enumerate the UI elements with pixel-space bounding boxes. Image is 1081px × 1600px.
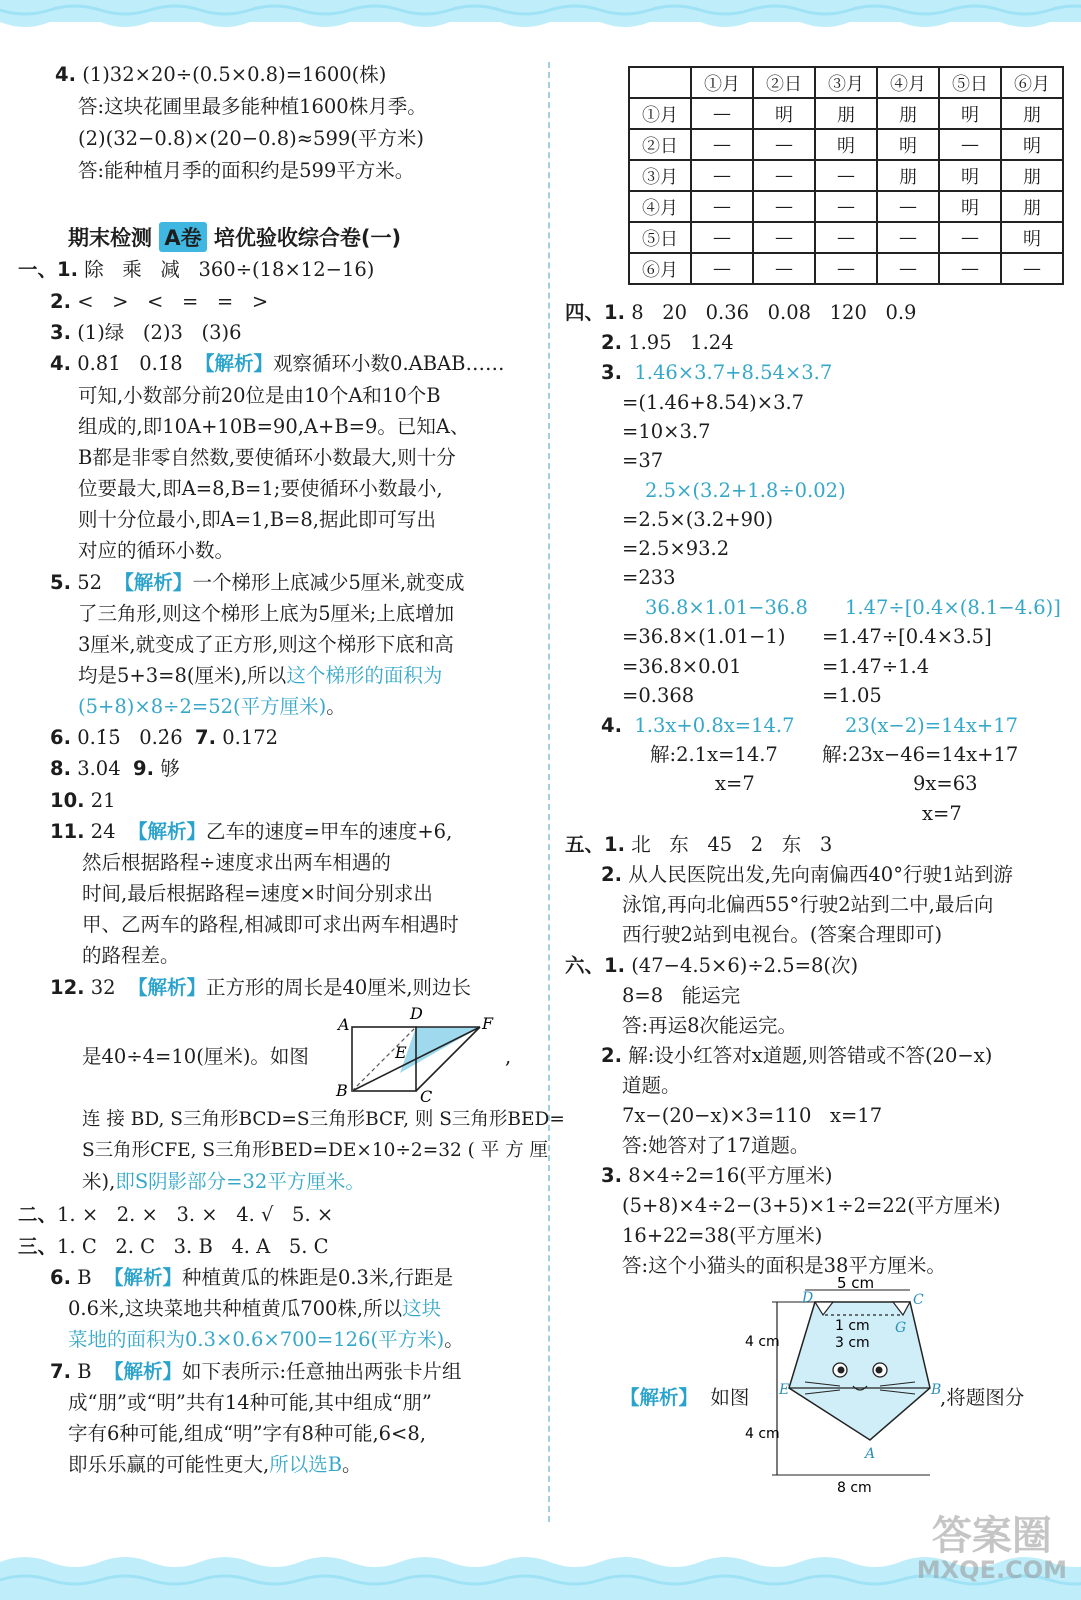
table-cell: ⑥月	[629, 253, 691, 284]
table-cell: —	[815, 253, 877, 284]
s2-answers: 二、1. × 2. × 3. × 4. √ 5. ×	[18, 1203, 334, 1226]
s1-q4-e: B都是非零自然数,要使循环小数最大,则十分	[78, 446, 456, 469]
table-cell: —	[939, 253, 1001, 284]
table-row	[629, 98, 1063, 129]
table-cell: ①月	[691, 67, 753, 98]
table-cell: —	[691, 222, 753, 253]
column-divider	[548, 62, 550, 1522]
s1-q6-7: 6. 0.1̇5̇ 0.2̇6̇ 7. 0.172	[50, 726, 279, 749]
s4-q3-j2: =1.47÷[0.4×3.5]	[822, 625, 992, 648]
s1-q11-d: 时间,最后根据路程=速度×时间分别求出	[82, 882, 433, 905]
table-cell: 明	[939, 98, 1001, 129]
label-E: E	[395, 1043, 407, 1062]
table-cell: 朋	[1001, 160, 1063, 191]
s6-q3-d: 答:这个小猫头的面积是38平方厘米。	[622, 1254, 946, 1277]
table-cell: —	[815, 191, 877, 222]
label-B2: B	[931, 1382, 942, 1398]
table-cell: —	[1001, 253, 1063, 284]
s3-q6-d: 菜地的面积为0.3×0.6×700=126(平方米)。	[68, 1328, 464, 1351]
table-row	[629, 222, 1063, 253]
s4-q3-k1: =36.8×0.01	[622, 655, 742, 678]
table-cell	[629, 67, 691, 98]
s4-q3-h: =233	[622, 566, 676, 589]
table-cell: —	[691, 160, 753, 191]
table-cell: —	[753, 222, 815, 253]
s4-q3-l1: =0.368	[622, 684, 695, 707]
table-cell: 明	[939, 160, 1001, 191]
table-cell: 朋	[1001, 191, 1063, 222]
s4-q3: 3. 1.46×3.7+8.54×3.7	[601, 361, 833, 384]
table-cell: —	[815, 160, 877, 191]
table-cell: ⑥月	[1001, 67, 1063, 98]
s6-q2-b: 道题。	[622, 1074, 681, 1097]
table-cell: —	[753, 191, 815, 222]
s1-q12-e: S三角形CFE, S三角形BED=DE×10÷2=32 ( 平 方 厘	[82, 1140, 548, 1161]
table-cell: —	[691, 129, 753, 160]
s1-q12-d: 连 接 BD, S三角形BCD=S三角形BCF, 则 S三角形BED=	[82, 1109, 565, 1130]
s4-q2: 2. 1.95 1.24	[601, 331, 734, 354]
table-row	[629, 160, 1063, 191]
table-cell: —	[877, 191, 939, 222]
s4-q3-f: =2.5×(3.2+90)	[622, 508, 774, 531]
label-D: D	[410, 1004, 423, 1023]
dim-3cm: 3 cm	[835, 1335, 870, 1351]
s4-q3-c: =10×3.7	[622, 420, 711, 443]
table-cell: 明	[753, 98, 815, 129]
q4-line4: 答:能种植月季的面积约是599平方米。	[78, 159, 415, 182]
s1-q4: 4. 0.8̇1̇ 0.1̇8̇ 【解析】观察循环小数0.ABAB……	[50, 352, 505, 375]
s1-q12-c: 是40÷4=10(厘米)。如图	[82, 1045, 309, 1068]
s1-q11-c: 然后根据路程÷速度求出两车相遇的	[82, 851, 391, 874]
table-cell: —	[877, 222, 939, 253]
s3-q6-c: 0.6米,这块菜地共种植黄瓜700株,所以这块	[68, 1297, 442, 1320]
s1-q8-9: 8. 3.04 9. 够	[50, 757, 180, 780]
card-combination-table	[628, 66, 1064, 285]
dim-4cm-upper: 4 cm	[745, 1334, 780, 1350]
table-cell: ④月	[877, 67, 939, 98]
s1-q2: 2. < > < = = >	[50, 290, 269, 313]
table-cell: ①月	[629, 98, 691, 129]
s1-q5-d: 3厘米,就变成了正方形,则这个梯形下底和高	[78, 633, 454, 656]
dim-4cm-lower: 4 cm	[745, 1426, 780, 1442]
s1-q5-c: 了三角形,则这个梯形上底为5厘米;上底增加	[78, 602, 455, 625]
table-cell: —	[939, 129, 1001, 160]
table-row	[629, 129, 1063, 160]
table-cell: 明	[815, 129, 877, 160]
label-B: B	[336, 1081, 348, 1100]
s4-q1: 四、1. 8 20 0.36 0.08 120 0.9	[565, 301, 917, 324]
s4-q4: 4. 1.3x+0.8x=14.7	[601, 714, 795, 737]
table-cell: 朋	[877, 98, 939, 129]
table-cell: ④月	[629, 191, 691, 222]
table-cell: ②日	[629, 129, 691, 160]
s4-q4-c2: 9x=63	[913, 772, 978, 795]
top-wave-border	[0, 0, 1081, 60]
s1-q3: 3. (1)绿 (2)3 (3)6	[50, 321, 242, 344]
s6-q3: 3. 8×4÷2=16(平方厘米)	[601, 1164, 833, 1187]
a-badge: A卷	[159, 222, 206, 252]
dim-8cm: 8 cm	[837, 1480, 872, 1496]
s5-q2: 2. 从人民医院出发,先向南偏西40°行驶1站到游	[601, 863, 1013, 886]
s6-q2: 2. 解:设小红答对x道题,则答错或不答(20−x)	[601, 1044, 993, 1067]
s1-q11-f: 的路程差。	[82, 944, 180, 967]
s4-q3-d: =37	[622, 449, 664, 472]
label-A: A	[338, 1015, 350, 1034]
s5-q2-c: 西行驶2站到电视台。(答案合理即可)	[622, 923, 943, 946]
s6-q2-d: 答:她答对了17道题。	[622, 1134, 810, 1157]
table-cell: 明	[939, 191, 1001, 222]
table-cell: ②日	[753, 67, 815, 98]
s3-q7-c: 成“朋”或“明”共有14种可能,其中组成“朋”	[68, 1391, 432, 1414]
s6-q3-note-end: ,将题图分	[940, 1386, 1025, 1409]
s4-q3-e: 2.5×(3.2+1.8÷0.02)	[645, 479, 846, 502]
s1-q5: 5. 52 【解析】一个梯形上底减少5厘米,就变成	[50, 571, 465, 594]
table-cell: ⑤日	[629, 222, 691, 253]
s4-q4-b2: 解:23x−46=14x+17	[822, 743, 1019, 766]
exam-title: 期末检测 A卷 培优验收综合卷(一)	[68, 222, 401, 252]
label-G2: G	[895, 1320, 907, 1336]
table-cell: —	[753, 253, 815, 284]
table-cell: ⑤日	[939, 67, 1001, 98]
table-cell: —	[753, 160, 815, 191]
s6-q1: 六、1. (47−4.5×6)÷2.5=8(次)	[565, 954, 859, 977]
table-header-row	[629, 67, 1063, 98]
s1-q4-c: 可知,小数部分前20位是由10个A和10个B	[78, 384, 441, 407]
label-A2: A	[865, 1446, 876, 1462]
s6-q3-c: 16+22=38(平方厘米)	[622, 1224, 823, 1247]
dim-1cm: 1 cm	[835, 1318, 870, 1334]
label-F: F	[482, 1014, 494, 1033]
s6-q1-b: 8=8 能运完	[622, 984, 741, 1007]
table-cell: —	[691, 191, 753, 222]
table-cell: —	[691, 98, 753, 129]
table-cell: —	[753, 129, 815, 160]
s6-q3-note: 【解析】 如图	[620, 1386, 750, 1409]
s1-q4-h: 对应的循环小数。	[78, 539, 235, 562]
label-D2: D	[802, 1290, 814, 1306]
s3-q7-e: 即乐乐赢的可能性更大,所以选B。	[68, 1453, 362, 1476]
table-cell: —	[691, 253, 753, 284]
s4-q4-a2: 23(x−2)=14x+17	[845, 714, 1019, 737]
s1-q12: 12. 32 【解析】正方形的周长是40厘米,则边长	[50, 976, 472, 999]
q4-line3: (2)(32−0.8)×(20−0.8)≈599(平方米)	[78, 127, 424, 150]
table-cell: 朋	[815, 98, 877, 129]
s3-q6: 6. B 【解析】种植黄瓜的株距是0.3米,行距是	[50, 1266, 454, 1289]
s1-q5-e: 均是5+3=8(厘米),所以这个梯形的面积为	[78, 664, 443, 687]
table-cell: 明	[877, 129, 939, 160]
s4-q4-b1: 解:2.1x=14.7	[650, 743, 778, 766]
table-cell: 明	[1001, 222, 1063, 253]
s3-q7: 7. B 【解析】如下表所示:任意抽出两张卡片组	[50, 1360, 462, 1383]
table-cell: —	[877, 253, 939, 284]
square-triangle-figure	[330, 1005, 510, 1105]
s4-q3-b: =(1.46+8.54)×3.7	[622, 391, 805, 414]
s4-q3-i2: 1.47÷[0.4×(8.1−4.6)]	[845, 596, 1061, 619]
s1-q4-f: 位要最大,即A=8,B=1;要使循环小数最小,	[78, 477, 443, 500]
table-row	[629, 253, 1063, 284]
s4-q3-g: =2.5×93.2	[622, 537, 730, 560]
table-cell: 朋	[877, 160, 939, 191]
s1-q4-g: 则十分位最小,即A=1,B=8,据此即可写出	[78, 508, 436, 531]
s3-q7-d: 字有6种可能,组成“明”字有8种可能,6<8,	[68, 1422, 426, 1445]
table-cell: 朋	[1001, 98, 1063, 129]
s1-q10: 10. 21	[50, 789, 116, 812]
s4-q3-j1: =36.8×(1.01−1)	[622, 625, 786, 648]
q4-line1: 4. (1)32×20÷(0.5×0.8)=1600(株)	[55, 63, 387, 86]
table-cell: —	[939, 222, 1001, 253]
s4-q4-d2: x=7	[922, 802, 962, 825]
label-E2: E	[779, 1382, 790, 1398]
s1-q11-e: 甲、乙两车的路程,相减即可求出两车相遇时	[82, 913, 459, 936]
s5-q2-b: 泳馆,再向北偏西55°行驶2站到二中,最后向	[622, 893, 994, 916]
label-C: C	[420, 1087, 433, 1106]
comma: ,	[505, 1045, 512, 1068]
s6-q2-c: 7x−(20−x)×3=110 x=17	[622, 1104, 883, 1127]
label-C2: C	[913, 1292, 924, 1308]
s4-q3-l2: =1.05	[822, 684, 882, 707]
s4-q4-c1: x=7	[715, 772, 755, 795]
q4-line2: 答:这块花圃里最多能种植1600株月季。	[78, 95, 427, 118]
s1-q1: 一、1. 除 乘 减 360÷(18×12−16)	[18, 258, 375, 281]
s6-q1-c: 答:再运8次能运完。	[622, 1014, 797, 1037]
s3-answers: 三、1. C 2. C 3. B 4. A 5. C	[18, 1235, 329, 1258]
s6-q3-b: (5+8)×4÷2−(3+5)×1÷2=22(平方厘米)	[622, 1194, 1001, 1217]
s1-q11: 11. 24 【解析】乙车的速度=甲车的速度+6,	[50, 820, 453, 843]
dim-5cm: 5 cm	[837, 1274, 875, 1292]
table-row	[629, 191, 1063, 222]
watermark-logo: 答案圈 MXQE.COM	[916, 1513, 1067, 1584]
s4-q3-k2: =1.47÷1.4	[822, 655, 930, 678]
cat-head-figure	[745, 1274, 945, 1500]
table-cell: 明	[1001, 129, 1063, 160]
s1-q12-f: 米),即S阴影部分=32平方厘米。	[82, 1170, 365, 1193]
table-cell: ③月	[629, 160, 691, 191]
s1-q4-d: 组成的,即10A+10B=90,A+B=9。已知A、	[78, 415, 470, 438]
s5-q1: 五、1. 北 东 45 2 东 3	[565, 833, 833, 856]
s4-q3-i1: 36.8×1.01−36.8	[645, 596, 808, 619]
s1-q5-f: (5+8)×8÷2=52(平方厘米)。	[78, 695, 346, 718]
table-cell: —	[815, 222, 877, 253]
table-cell: ③月	[815, 67, 877, 98]
